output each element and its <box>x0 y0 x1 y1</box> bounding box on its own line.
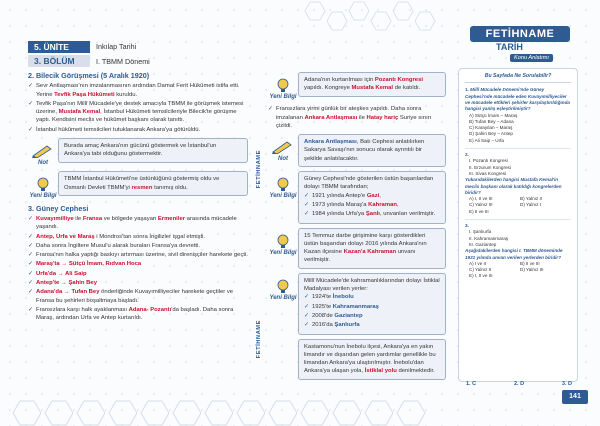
list-item <box>28 82 248 99</box>
new-info-badge <box>268 273 298 302</box>
option: B) II ve III <box>520 260 540 266</box>
option: C) Karayılan – Maraş <box>469 125 513 131</box>
brand-title: FETİHNAME <box>470 26 570 42</box>
new-info-badge <box>268 228 298 257</box>
list-item-text: Ermeniler <box>157 215 186 222</box>
list-item-text: , <box>396 201 399 208</box>
question-number: 3. <box>465 223 469 229</box>
new-info-label: Yeni Bilgi <box>269 94 297 100</box>
list-item-text: i Mondros'tan sonra İngilizler işgal etmişti. <box>94 233 206 240</box>
list-item-text: Fransa <box>82 215 103 222</box>
option: B) Yalnız II <box>520 196 543 202</box>
question-text: Millî Mücadele Dönemi'nde Güney Cephesi'nde mücadele eden Kuvayımilliyeciler ve mücadele ettikleri şehirler karşılaştırıldığında hangisi yanlış eşleştirilmiştir? <box>465 87 570 112</box>
bilecik-list <box>28 82 248 134</box>
list-item-text: , İstanbul Hükûmeti temsilcileriyle Bilecik'te görüşme yaptı. Kendisini meclis ve hükûmet başkanı olarak tanıttı. <box>36 109 237 124</box>
guney-list <box>28 215 248 323</box>
unit-header <box>28 40 136 53</box>
note-box-ankara <box>268 134 446 167</box>
list-item-text: 1973 yılında Maraş'a <box>312 201 369 208</box>
option: C) Yalnız II <box>469 267 492 273</box>
list-item-text: Fransa'nın halka yaptığı baskıyı artırması üzerine, sivil direnişçiler harekete geçti. <box>36 252 248 259</box>
list-item-text: İstanbul hükûmeti temsilcileri tutuklanarak Ankara'ya götürüldü. <box>36 126 201 133</box>
note-label: Not <box>38 160 48 167</box>
answer-2: 2. D <box>513 381 525 387</box>
list-item <box>304 293 440 301</box>
question-stems <box>465 158 571 177</box>
list-item-text: İnebolu <box>332 294 354 301</box>
list-item-text: Urfa'da → Ali Saip <box>36 270 87 277</box>
option: D) Şahin Bey – Antep <box>469 131 513 137</box>
list-item-text: Sevr Antlaşması'nın imzalanmasının ardından Damat Ferit Hükûmeti istifa etti. Yerine <box>36 83 240 98</box>
ankara-note-text: Ankara Antlaşması, Batı Cephesi anlatılırken Sakarya Savaşı'nın sonucu olarak ayrıntılı bir şekilde anlatılacaktır. <box>298 134 446 167</box>
brand-tagline: Konu Anlatımı <box>510 54 553 62</box>
new-info-box-pozanti <box>268 72 446 101</box>
new-info-badge <box>28 171 58 200</box>
list-item-text: Kuvayımilliye <box>36 215 74 222</box>
question-options <box>465 196 571 215</box>
new-info-text: TBMM İstanbul Hükûmeti'ne üstünlüğünü göstermiş oldu ve Osmanlı Devleti TBMM'yi resmen tanımış oldu. <box>58 171 248 196</box>
list-item <box>304 210 440 218</box>
lightbulb-icon <box>271 234 295 248</box>
list-item-text: 1925'te <box>312 303 333 310</box>
bilecik-heading: 2. Bilecik Görüşmesi (5 Aralık 1920) <box>28 71 150 80</box>
list-item-text: Antep, Urfa ve Maraş <box>36 233 95 240</box>
question-2 <box>465 152 571 215</box>
lightbulb-icon <box>31 177 55 191</box>
option: D) Yalnız I <box>520 202 542 208</box>
kazan-text: 15 Temmuz darbe girişimine karşı gösterdikleri üstün başarıdan dolayı 2016 yılında Ankara'nın Kazan ilçesine Kazan'a Kahraman unvanı verilmiştir. <box>298 228 446 269</box>
kastamonu-box <box>298 339 446 380</box>
list-item <box>28 100 248 125</box>
list-item-text: 1924'te <box>312 294 333 301</box>
fransiz-list <box>268 105 446 130</box>
stem: II. Kahramanmaraş <box>469 235 509 241</box>
question-options <box>465 261 571 280</box>
brand-subtitle: TARİH <box>496 42 523 52</box>
page-number: 141 <box>562 390 588 404</box>
question-sidebar <box>458 68 578 382</box>
list-item-text: 2008'de <box>312 312 335 319</box>
option: E) Ali Saip – Urfa <box>469 137 504 143</box>
list-item-text: Şanlıurfa <box>334 322 360 329</box>
unvan-text <box>298 171 446 223</box>
question-3 <box>465 223 571 280</box>
left-column <box>28 72 248 324</box>
list-item <box>28 251 248 259</box>
list-item <box>28 270 248 278</box>
list-item: ✓ Fransızlara yirmi günlük bir ateşkes yapıldı. Daha sonra imzalanan Ankara Antlaşması ile Hatay hariç Suriye sınırı çizildi. <box>268 105 446 130</box>
list-item-text: Tevfik Paşa Hükûmeti <box>54 91 115 98</box>
new-info-label: Yeni Bilgi <box>269 294 297 301</box>
option: B) Tufan Bey – Adana <box>469 118 514 124</box>
question-text: Aşağıdakilerden hangisi I. TBMM döneminde 1921 yılında unvan verilen yerlerden biridir? <box>465 248 563 260</box>
pencil-icon <box>31 144 55 158</box>
vertical-tab-2: FETİHNAME <box>256 320 262 359</box>
pencil-icon <box>271 140 295 154</box>
new-info-badge <box>268 72 298 101</box>
lightbulb-icon <box>271 177 295 191</box>
list-item <box>304 321 440 329</box>
list-item-text: 1984 yılında Urfa'ya <box>312 211 366 218</box>
list-item-text: Adana- Pozantı <box>128 306 172 313</box>
question-number: 1. <box>465 87 469 93</box>
unit-title: İnkılap Tarihi <box>96 42 137 51</box>
list-item-text: Şanlı <box>365 211 380 218</box>
new-info-box-kazan <box>268 228 446 269</box>
option: D) Yalnız III <box>520 267 544 273</box>
answer-key <box>466 381 572 387</box>
guney-heading: 3. Güney Cephesi <box>28 203 89 213</box>
question-number: 2. <box>465 152 469 158</box>
new-info-badge <box>268 171 298 200</box>
list-item-text: ve bölgede yaşayan <box>102 215 158 222</box>
hexagon-pattern-decoration <box>300 0 460 40</box>
stem: III. Gaziantep <box>469 241 497 247</box>
note-text: Burada amaç Ankara'nın gücünü göstermek ve İstanbul'un Ankara'ya tabi olduğunu göstermektir. <box>58 138 248 163</box>
list-item-text: Daha sonra İngiltere Musul'u alarak buraları Fransa'ya devretti. <box>36 242 200 249</box>
sidebar-heading: Bu Sayfada Ne Sorulabilir? <box>465 73 571 83</box>
list-item-text: Kahraman <box>368 201 397 208</box>
list-item <box>28 215 248 232</box>
list-item <box>304 312 440 320</box>
list-item <box>28 260 248 268</box>
vertical-tab-1: FETİHNAME <box>256 150 262 189</box>
unit-tag: 5. ÜNİTE <box>28 41 90 53</box>
list-item-text: Maraş'ta → Sütçü İmam, Rıdvan Hoca <box>36 261 142 268</box>
stem: III. Sivas Kongresi <box>469 170 507 176</box>
note-badge <box>268 134 298 163</box>
question-1 <box>465 87 571 144</box>
list-item-text: ile <box>73 215 83 222</box>
list-item-text: , <box>379 192 381 199</box>
new-info-label: Yeni Bilgi <box>269 249 297 256</box>
stem: II. Erzurum Kongresi <box>469 164 511 170</box>
question-stems <box>465 229 571 248</box>
question-options <box>465 113 571 144</box>
new-info-box <box>28 171 248 200</box>
kastamonu-text: Kastamonu'nun İnebolu ilçesi, Ankara'ya en yakın limandır ve dışarıdan gelen yardımlar genellikle bu limandan Ankara'ya ulaştırılmıştır. İnebolu'dan Ankara'ya ulaşan yola, İstiklal yolu denilmektedir. <box>298 339 446 380</box>
list-item <box>28 242 248 250</box>
list-item-text: 1921 yılında Antep'e <box>312 192 367 199</box>
list-item <box>304 201 440 209</box>
new-info-label: Yeni Bilgi <box>29 193 57 200</box>
section-tag: 3. BÖLÜM <box>28 55 90 67</box>
list-item-text: kuruldu. <box>114 91 138 98</box>
answer-1: 1. C <box>466 381 477 387</box>
list-item <box>304 192 440 200</box>
pozanti-text: Adana'nın kurtarılması için Pozantı Kongresi yapıldı. Kongreye Mustafa Kemal de katıldı. <box>298 72 446 97</box>
unvan-intro: Güney Cephesi'nde gösterilen üstün başarılardan dolayı TBMM tarafından; <box>304 176 434 191</box>
note-box <box>28 138 248 167</box>
list-item-text: Gaziantep <box>334 312 363 319</box>
list-item-text: Gazi <box>366 192 380 199</box>
list-item <box>304 303 440 311</box>
stem: I. Pozantı Kongresi <box>469 158 508 164</box>
question-text: Yukarıdakilerden hangisi Mustafa Kemal'in meclis başkanı olarak katıldığı kongrelerden biridir? <box>465 177 562 195</box>
list-item <box>28 279 248 287</box>
brand-logo <box>470 22 570 66</box>
section-title: I. TBMM Dönemi <box>96 56 150 66</box>
list-item-text: Antep'te → Şahin Bey <box>36 280 97 287</box>
new-info-box-unvan <box>268 171 446 223</box>
option: A) I ve II <box>469 260 487 266</box>
list-item <box>28 126 248 134</box>
middle-column <box>268 72 446 384</box>
madalya-intro: Millî Mücadele'de kahramanlıklarından dolayı İstiklal Madalyası verilen yerler: <box>304 277 440 293</box>
list-item <box>28 288 248 305</box>
list-item-text: Fransızlara karşı halk ayaklanması <box>36 306 129 313</box>
option: A) Sütçü İmam – Maraş <box>469 112 518 118</box>
option: E) II ve III <box>469 208 489 214</box>
option: A) I, II ve III <box>469 196 493 202</box>
list-item-text: Adana'da → Tufan Bey <box>36 289 100 296</box>
list-item-text: arasında mücadele yaşandı. <box>36 215 237 231</box>
lightbulb-icon <box>271 78 295 92</box>
note-label: Not <box>278 156 288 163</box>
stem: I. Şanlıurfa <box>469 229 492 235</box>
list-item-text: önderliğinde Kuvayımilliyeciler harekete geçtiler ve Fransa bu şehirleri boşaltmaya başladı. <box>36 289 234 304</box>
list-item-text: Mustafa Kemal <box>58 109 101 116</box>
list-item <box>28 306 248 323</box>
bottom-hexagon-decoration <box>0 396 600 426</box>
list-item-text: Tevfik Paşa'nın Millî Mücadele'ye destek amacıyla TBMM ile görüşmek istemesi üzerine, <box>36 100 244 116</box>
note-badge <box>28 138 58 167</box>
unvan-list <box>304 192 440 219</box>
list-item-text: 2016'da <box>312 322 335 329</box>
new-info-label: Yeni Bilgi <box>269 193 297 200</box>
madalya-text <box>298 273 446 335</box>
section-header <box>28 55 150 67</box>
list-item-text: 'da başladı. Daha sonra Maraş, ardından Urfa ve Antep kurtarıldı. <box>36 306 234 322</box>
list-item <box>28 233 248 241</box>
divider <box>465 219 571 220</box>
list-item-text: Kahramanmaraş <box>332 303 379 310</box>
answer-3: 3. D <box>561 381 572 387</box>
madalya-list <box>304 293 440 329</box>
option: E) I, II ve III <box>469 273 493 279</box>
divider <box>465 148 571 149</box>
list-item-text: , unvanları verilmiştir. <box>379 211 436 218</box>
option: C) Yalnız III <box>469 202 493 208</box>
lightbulb-icon <box>271 279 295 293</box>
new-info-box-madalya <box>268 273 446 335</box>
